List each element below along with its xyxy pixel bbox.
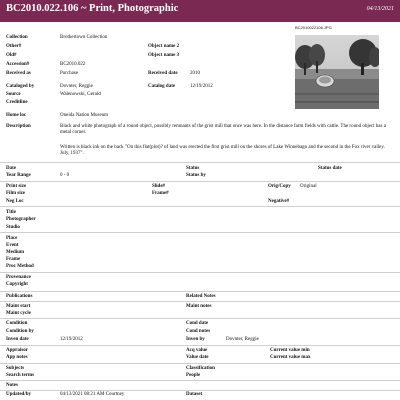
updated-by-label: Updated/by [6,392,32,397]
frame-label: Frame [6,257,21,262]
image-filename: BC2010022106.JPG [295,25,332,30]
collection-value: Brothertown Collection [60,35,108,40]
proc-method-label: Proc Method [6,264,34,269]
maint-notes-label: Maint notes [186,304,212,309]
record-header [0,0,400,22]
cataloged-by-label: Cataloged by [6,84,35,89]
neg-loc-label: Neg Loc [6,199,24,204]
inven-date-value: 12/19/2012 [60,337,83,342]
catalog-date-value: 12/19/2012 [190,84,213,89]
accession-value: BC2010.022 [60,62,86,67]
people-label: People [186,373,201,378]
section-divider [0,232,400,233]
section-divider [0,345,400,346]
maint-start-label: Maint start [6,304,31,309]
record-title: BC2010.022.106 ~ Print, Photographic [6,3,179,14]
condition-by-label: Condition by [6,329,34,334]
accession-label: Accession# [6,62,30,67]
received-as-value: Purchase [60,71,79,76]
title-label: Title [6,210,16,215]
description-paragraph-2: Written is black ink on the back "On this flat(plot)? of land was erected the first grist mill on the shores of Lake Winnebago and the second in the Fox river valley. July, 1937". [60,145,385,156]
photograph-thumbnail[interactable] [295,35,379,109]
notes-label: Notes [6,383,18,388]
section-divider [0,162,400,163]
object-name-2-label: Object name 2 [148,44,180,49]
condition-label: Condition [6,321,28,326]
inven-by-label: Inven by [186,337,205,342]
inven-date-label: Inven date [6,337,29,342]
photographer-label: Photographer [6,217,36,222]
creditline-label: Creditline [6,100,28,105]
related-notes-label: Related Notes [186,294,216,299]
source-label: Source [6,92,21,97]
date-label: Date [6,166,16,171]
place-label: Place [6,236,18,241]
print-date: 04/13/2021 [366,6,394,12]
section-divider [0,291,400,292]
section-divider [0,390,400,391]
section-divider [0,318,400,319]
current-value-max-label: Current value max [270,355,311,360]
source-value: Walenowski, Gerald [60,92,101,97]
event-label: Event [6,243,19,248]
dataset-label: Dataset [186,392,203,397]
studio-label: Studio [6,225,20,230]
updated-by-value: 04/13/2021 08:21 AM Courtney [60,392,125,397]
collection-label: Collection [6,35,28,40]
catalog-date-label: Catalog date [148,84,176,89]
subjects-label: Subjects [6,366,25,371]
section-divider [0,363,400,364]
description-paragraph-1: Black and white photograph of a round object, possibly remnants of the grist mill that once was here. In the distance farm fields with cattle. The round object has a metal corner. [60,124,386,135]
slide-number-label: Slide# [152,184,166,189]
home-loc-value: Oneida Nation Museum [60,113,109,118]
cond-date-label: Cond date [186,321,209,326]
publications-label: Publications [6,294,33,299]
year-range-label: Year Range [6,173,31,178]
status-by-label: Status by [186,173,206,178]
section-divider [0,301,400,302]
object-name-3-label: Object name 3 [148,53,180,58]
section-divider [0,272,400,273]
negative-number-label: Negative# [268,199,290,204]
photograph-image [295,35,379,109]
section-divider [0,206,400,207]
home-loc-label: Home loc [6,113,27,118]
year-range-value: 0 - 0 [60,173,70,178]
section-divider [0,380,400,381]
provenance-label: Provenance [6,275,31,280]
cataloged-by-value: Dovnter, Reggie [60,84,93,89]
classification-label: Classification [186,366,215,371]
frame-number-label: Frame# [152,191,169,196]
value-date-label: Value date [186,355,209,360]
current-value-min-label: Current value min [270,348,310,353]
medium-label: Medium [6,250,25,255]
orig-copy-label: Orig/Copy [268,184,291,189]
app-notes-label: App notes [6,355,28,360]
appraisor-label: Appraisor [6,348,28,353]
description-label: Description [6,124,31,129]
cond-notes-label: Cond notes [186,329,211,334]
received-as-label: Received as [6,71,31,76]
maint-cycle-label: Maint cycle [6,311,31,316]
received-date-label: Received date [148,71,178,76]
copyright-label: Copyright [6,282,28,287]
received-date-value: 2010 [190,71,200,76]
other-number-label: Other# [6,44,22,49]
status-date-label: Status date [318,166,342,171]
film-size-label: Film size [6,191,26,196]
status-label: Status [186,166,200,171]
section-divider [0,181,400,182]
old-number-label: Old# [6,53,17,58]
print-size-label: Print size [6,184,27,189]
acq-value-label: Acq value [186,348,208,353]
orig-copy-value: Original [300,184,317,189]
search-terms-label: Search terms [6,373,35,378]
inven-by-value: Dovnter, Reggie [226,337,259,342]
